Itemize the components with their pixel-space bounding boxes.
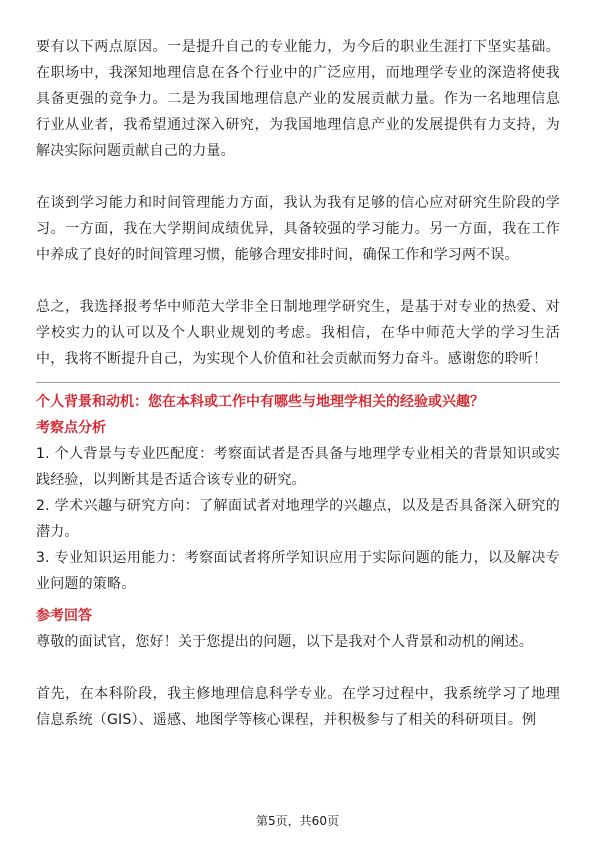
document-page (36, 34, 560, 733)
question-title: 个人背景和动机：您在本科或工作中有哪些与地理学相关的经验或兴趣？ (36, 394, 484, 410)
answer-paragraph: 首先，在本科阶段，我主修地理信息科学专业。在学习过程中，我系统学习了地理信息系统（GIS）、遥感、地图学等核心课程，并积极参与了相关的科研项目。例 (36, 686, 560, 728)
body-paragraph: 总之，我选择报考华中师范大学非全日制地理学研究生，是基于对专业的热爱、对学校实力的认可以及个人职业规划的考虑。我相信，在华中师范大学的学习生活中，我将不断提升自己，为实现个人价值和社会贡献而努力奋斗。感谢您的聆听！ (36, 299, 560, 367)
analysis-item: 3. 专业知识运用能力：考察面试者将所学知识应用于实际问题的能力，以及解决专业问题的策略。 (36, 550, 560, 592)
body-paragraph: 在谈到学习能力和时间管理能力方面，我认为我有足够的信心应对研究生阶段的学习。一方面，我在大学期间成绩优异，具备较强的学习能力。另一方面，我在工作中养成了良好的时间管理习惯，能够合理安排时间，确保工作和学习两不误。 (36, 195, 560, 263)
analysis-item: 1. 个人背景与专业匹配度：考察面试者是否具备与地理学专业相关的背景知识或实践经验，以判断其是否适合该专业的研究。 (36, 446, 560, 488)
analysis-heading: 考察点分析 (36, 420, 106, 436)
section-divider (36, 382, 560, 383)
answer-heading: 参考回答 (36, 608, 92, 624)
body-paragraph: 要有以下两点原因。一是提升自己的专业能力，为今后的职业生涯打下坚实基础。在职场中，我深知地理信息在各个行业中的广泛应用，而地理学专业的深造将使我具备更强的竞争力。二是为我国地理信息产业的发展贡献力量。作为一名地理信息行业从业者，我希望通过深入研究，为我国地理信息产业的发展提供有力支持，为解决实际问题贡献自己的力量。 (36, 39, 560, 159)
page-footer: 第5页，共60页 (256, 814, 339, 828)
analysis-item: 2. 学术兴趣与研究方向：了解面试者对地理学的兴趣点，以及是否具备深入研究的潜力。 (36, 498, 560, 540)
answer-paragraph: 尊敬的面试官，您好！关于您提出的问题，以下是我对个人背景和动机的阐述。 (36, 634, 533, 650)
